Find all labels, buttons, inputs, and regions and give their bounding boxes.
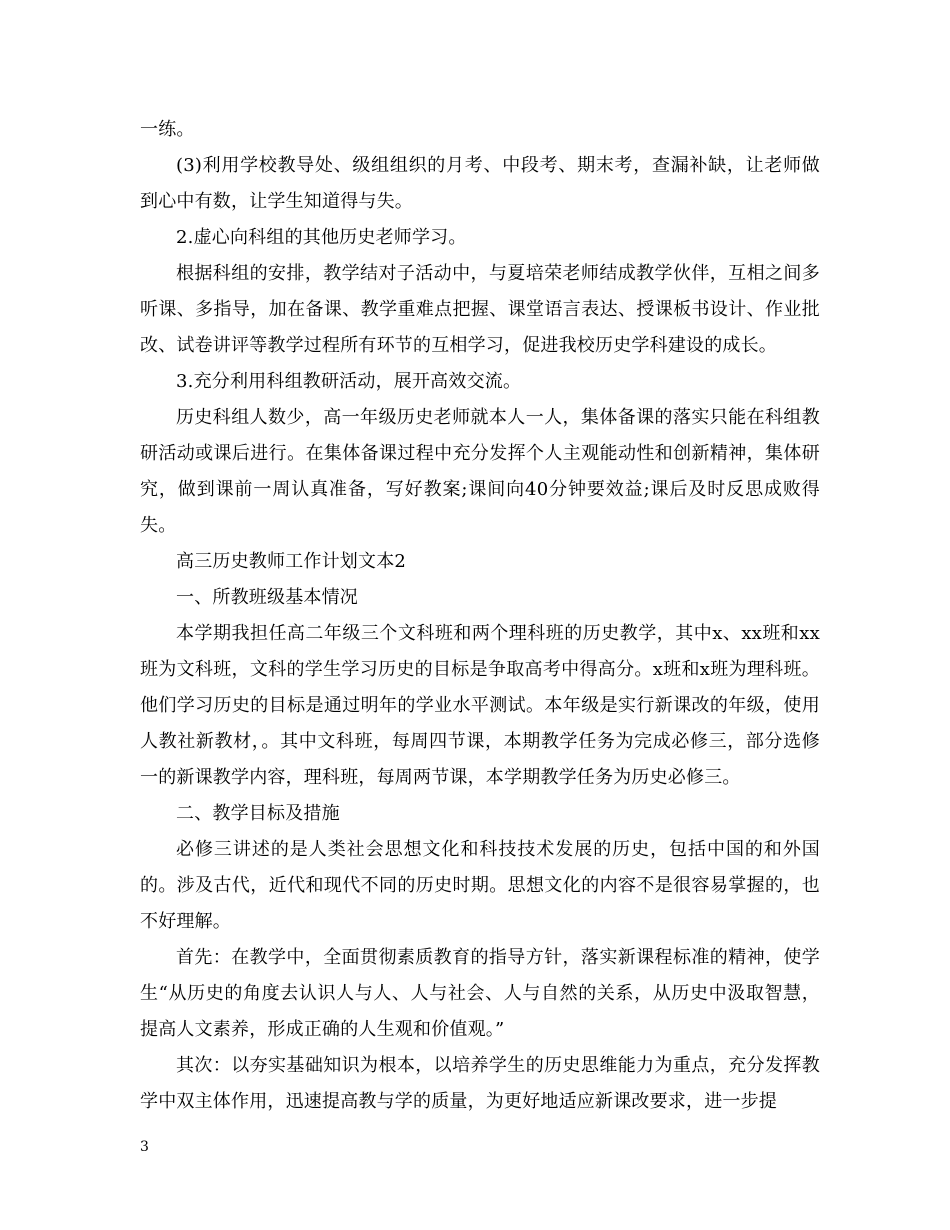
section-heading-2: 2.虚心向科组的其他历史老师学习。 [176,227,467,248]
document-title-2: 高三历史教师工作计划文本2 [176,551,407,572]
document-body [140,112,820,1120]
section-heading-class-info: 一、所教班级基本情况 [176,587,358,608]
paragraph-1: 一练。 [140,119,195,140]
section-heading-3: 3.充分利用科组教研活动，展开高效交流。 [176,371,522,392]
page-number: 3 [140,1139,149,1155]
section-heading-goals: 二、教学目标及措施 [176,803,340,824]
paragraph-4: 根据科组的安排，教学结对子活动中，与夏培荣老师结成教学伙伴，互相之间多听课、多指导，加在备课、教学重难点把握、课堂语言表达、授课板书设计、作业批改、试卷讲评等教学过程所有环节的互相学习，促进我校历史学科建设的成长。 [140,263,820,356]
paragraph-2: (3)利用学校教导处、级组组织的月考、中段考、期末考，查漏补缺，让老师做到心中有数，让学生知道得与失。 [140,155,820,212]
paragraph-12: 首先：在教学中，全面贯彻素质教育的指导方针，落实新课程标准的精神，使学生“从历史的角度去认识人与人、人与社会、人与自然的关系，从历史中汲取智慧，提高人文素养，形成正确的人生观和价值观。” [140,947,820,1040]
paragraph-9: 本学期我担任高二年级三个文科班和两个理科班的历史教学，其中x、xx班和xx班为文科班，文科的学生学习历史的目标是争取高考中得高分。x班和x班为理科班。他们学习历史的目标是通过明年的学业水平测试。本年级是实行新课改的年级，使用人教社新教材，。其中文科班，每周四节课，本期教学任务为完成必修三，部分选修一的新课教学内容，理科班，每周两节课，本学期教学任务为历史必修三。 [140,623,820,788]
paragraph-11: 必修三讲述的是人类社会思想文化和科技技术发展的历史，包括中国的和外国的。涉及古代，近代和现代不同的历史时期。思想文化的内容不是很容易掌握的，也不好理解。 [140,839,820,932]
paragraph-6: 历史科组人数少，高一年级历史老师就本人一人，集体备课的落实只能在科组教研活动或课后进行。在集体备课过程中充分发挥个人主观能动性和创新精神，集体研究，做到课前一周认真准备，写好教案;课间向40分钟要效益;课后及时反思成败得失。 [140,407,820,536]
paragraph-13: 其次：以夯实基础知识为根本，以培养学生的历史思维能力为重点，充分发挥教学中双主体作用，迅速提高教与学的质量，为更好地适应新课改要求，进一步提 [140,1055,820,1112]
